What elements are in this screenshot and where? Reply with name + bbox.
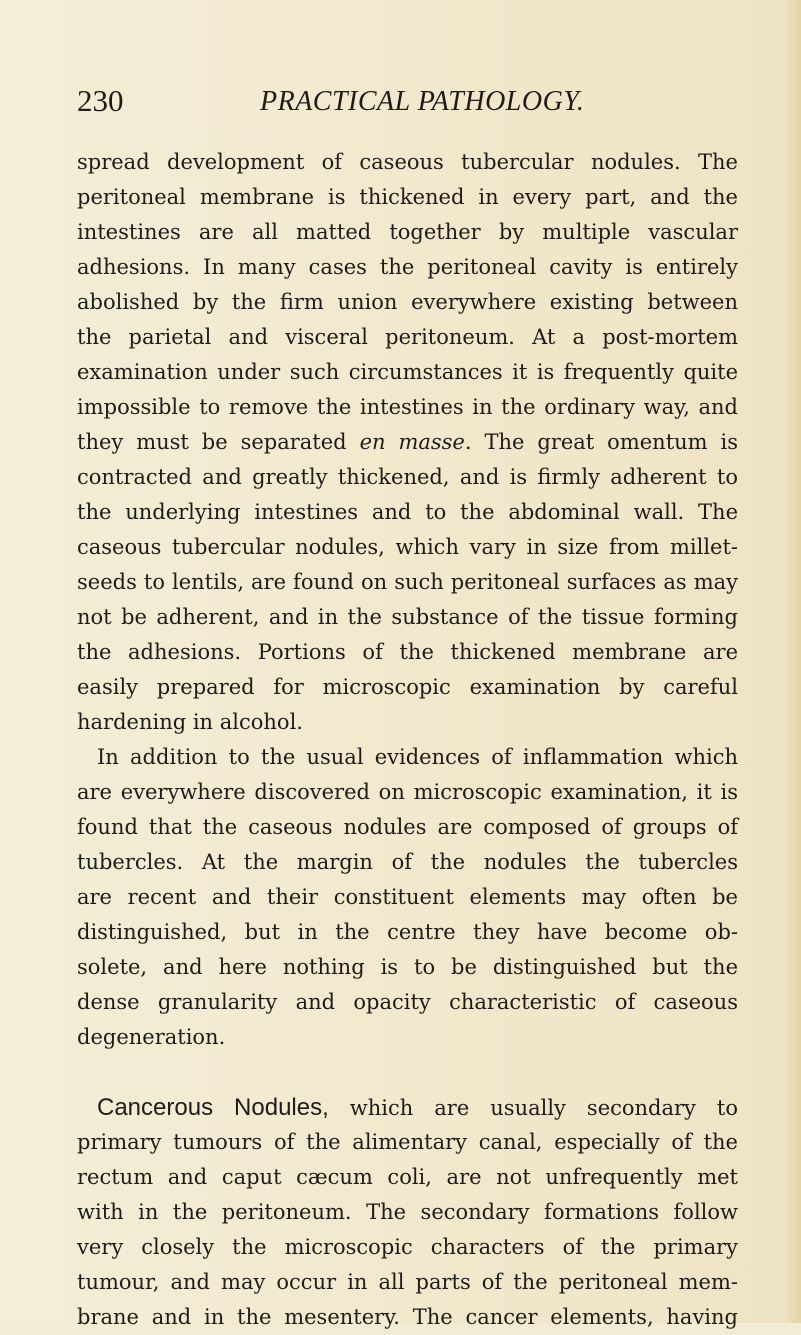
italic-phrase: en masse — [359, 430, 465, 454]
text-line: impossible to remove the intestines in the ordinary way, and — [77, 395, 738, 419]
section-heading: Cancerous Nodules, — [97, 1094, 329, 1121]
text-line: easily prepared for microscopic examination by careful — [77, 675, 738, 699]
text-line: intestines are all matted together by multiple vascular — [77, 220, 738, 244]
text-line: the underlying intestines and to the abdominal wall. The — [77, 500, 738, 524]
text-line: are recent and their constituent elements may often be — [77, 885, 738, 909]
text-line: brane and in the mesentery. The cancer elements, having — [77, 1305, 738, 1329]
text-line: solete, and here nothing is to be distinguished but the — [77, 955, 738, 979]
text-line: peritoneal membrane is thickened in every part, and the — [77, 185, 738, 209]
paragraph-peritoneal-tuberculosis — [77, 145, 738, 740]
text-line: seeds to lentils, are found on such peritoneal surfaces as may — [77, 570, 738, 594]
text-line: tubercles. At the margin of the nodules the tubercles — [77, 850, 738, 874]
text-line: distinguished, but in the centre they have become ob- — [77, 920, 738, 944]
text-line: tumour, and may occur in all parts of the peritoneal mem- — [77, 1270, 738, 1294]
text-line: are everywhere discovered on microscopic examination, it is — [77, 780, 738, 804]
text-line: degeneration. — [77, 1025, 226, 1049]
page-body — [77, 145, 738, 1335]
text-line: hardening in alcohol. — [77, 710, 303, 734]
text-line: caseous tubercular nodules, which vary in size from millet- — [77, 535, 738, 559]
text-fragment: which are usually secondary to — [328, 1096, 738, 1120]
heading-line — [77, 1090, 738, 1125]
text-line: primary tumours of the alimentary canal, especially of the — [77, 1130, 738, 1154]
text-line: examination under such circumstances it is frequently quite — [77, 360, 738, 384]
running-head: PRACTICAL PATHOLOGY. — [260, 86, 585, 117]
text-line: rectum and caput cæcum coli, are not unfrequently met — [77, 1165, 738, 1189]
text-line: In addition to the usual evidences of inflammation which — [97, 745, 738, 769]
paragraph-microscopic-findings — [77, 740, 738, 1055]
text-line: the adhesions. Portions of the thickened membrane are — [77, 640, 738, 664]
text-line: not be adherent, and in the substance of the tissue forming — [77, 605, 738, 629]
text-line: the parietal and visceral peritoneum. At a post-mortem — [77, 325, 738, 349]
text-line: with in the peritoneum. The secondary formations follow — [77, 1200, 738, 1224]
text-line: spread development of caseous tubercular nodules. The — [77, 150, 738, 174]
page-edge-shadow — [783, 0, 801, 1323]
section-gap — [77, 1055, 738, 1090]
text-line: very closely the microscopic characters of the primary — [77, 1235, 738, 1259]
text-line: found that the caseous nodules are composed of groups of — [77, 815, 738, 839]
page-number: 230 — [77, 83, 124, 118]
text-line: adhesions. In many cases the peritoneal cavity is entirely — [77, 255, 738, 279]
text-line: abolished by the firm union everywhere existing between — [77, 290, 738, 314]
text-line: they must be separated en masse. The great omentum is — [77, 430, 738, 454]
paragraph-cancerous-nodules — [77, 1090, 738, 1335]
page-header — [77, 81, 737, 125]
text-line: contracted and greatly thickened, and is firmly adherent to — [77, 465, 738, 489]
text-line: dense granularity and opacity characteristic of caseous — [77, 990, 738, 1014]
